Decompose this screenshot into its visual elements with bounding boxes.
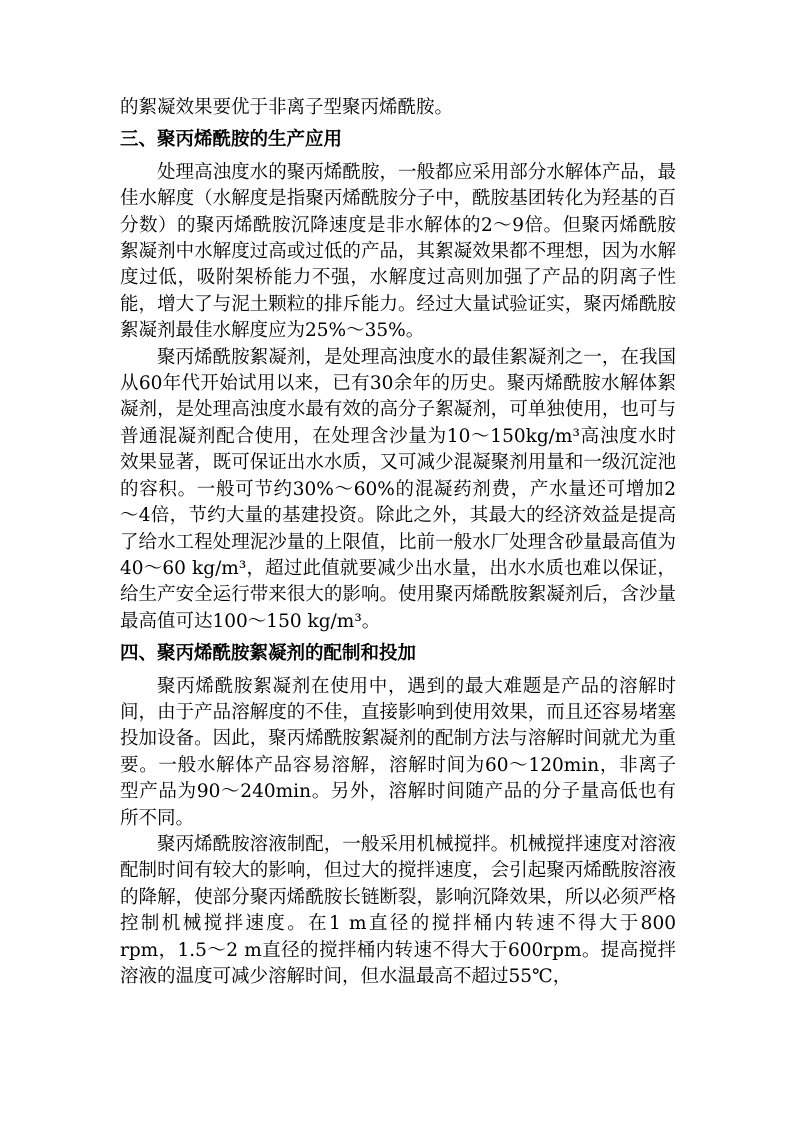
intro-line: 的絮凝效果要优于非离子型聚丙烯酰胺。 <box>120 97 454 118</box>
section-3-paragraph-1: 处理高浊度水的聚丙烯酰胺，一般都应采用部分水解体产品，最佳水解度（水解度是指聚丙烯酰胺分子中，酰胺基团转化为羟基的百分数）的聚丙烯酰胺沉降速度是非水解体的2～9倍。但聚丙烯酰胺絮凝剂中水解度过高或过低的产品，其絮凝效果都不理想，因为水解度过低，吸附架桥能力不强，水解度过高则加强了产品的阴离子性能，增大了与泥土颗粒的排斥能力。经过大量试验证实，聚丙烯酰胺絮凝剂最佳水解度应为25%～35%。 <box>120 161 676 342</box>
section-4-paragraph-2: 聚丙烯酰胺溶液制配，一般采用机械搅拌。机械搅拌速度对溶液配制时间有较大的影响，但过大的搅拌速度，会引起聚丙烯酰胺溶液的降解，使部分聚丙烯酰胺长链断裂，影响沉降效果，所以必须严格控制机械搅拌速度。在1 m直径的搅拌桶内转速不得大于800 rpm，1.5～2 m直径的搅拌桶内转速不得大于600rpm。提高搅拌溶液的温度可减少溶解时间，但水温最高不超过55℃， <box>120 833 676 987</box>
section-3-paragraph-2: 聚丙烯酰胺絮凝剂，是处理高浊度水的最佳絮凝剂之一，在我国从60年代开始试用以来，已有30余年的历史。聚丙烯酰胺水解体絮凝剂，是处理高浊度水最有效的高分子絮凝剂，可单独使用，也可与普通混凝剂配合使用，在处理含沙量为10～150kg/m³高浊度水时效果显著，既可保证出水水质，又可减少混凝聚剂用量和一级沉淀池的容积。一般可节约30%～60%的混凝药剂费，产水量还可增加2～4倍，节约大量的基建投资。除此之外，其最大的经济效益是提高了给水工程处理泥沙量的上限值，比前一般水厂处理含砂量最高值为40～60 kg/m³，超过此值就要减少出水量，出水水质也难以保证，给生产安全运行带来很大的影响。使用聚丙烯酰胺絮凝剂后，含沙量最高值可达100～150 kg/m³。 <box>120 346 676 632</box>
document-page <box>120 95 676 990</box>
section-3-heading: 三、聚丙烯酰胺的生产应用 <box>120 129 343 151</box>
section-4-paragraph-1: 聚丙烯酰胺絮凝剂在使用中，遇到的最大难题是产品的溶解时间，由于产品溶解度的不佳，直接影响到使用效果，而且还容易堵塞投加设备。因此，聚丙烯酰胺絮凝剂的配制方法与溶解时间就尤为重要。一般水解体产品容易溶解，溶解时间为60～120min，非离子型产品为90～240min。另外，溶解时间随产品的分子量高低也有所不同。 <box>120 675 676 829</box>
section-4-heading: 四、聚丙烯酰胺絮凝剂的配制和投加 <box>120 643 417 665</box>
